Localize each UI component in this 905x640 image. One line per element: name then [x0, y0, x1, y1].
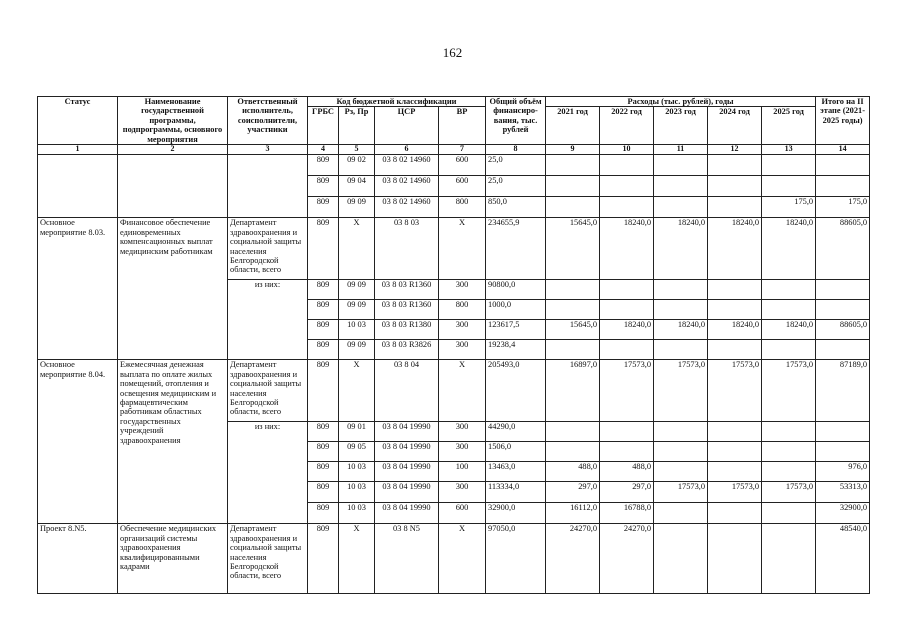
vr-cell: 300: [439, 422, 486, 442]
header-year-2021: 2021 год: [546, 107, 600, 145]
year-2024-cell: [708, 462, 762, 482]
year-2022-cell: [600, 197, 654, 218]
stage-total-cell: [816, 300, 870, 320]
csr-cell: 03 8 02 14960: [375, 197, 439, 218]
year-2024-cell: 18240,0: [708, 218, 762, 280]
of-them-label: из них:: [228, 280, 308, 360]
year-2025-cell: [762, 340, 816, 360]
year-2024-cell: [708, 155, 762, 176]
year-2023-cell: 18240,0: [654, 320, 708, 340]
column-number: 12: [708, 145, 762, 155]
column-number: 9: [546, 145, 600, 155]
header-grbs: ГРБС: [308, 107, 339, 145]
stage-total-cell: 53313,0: [816, 482, 870, 503]
grbs-cell: 809: [308, 197, 339, 218]
year-2025-cell: [762, 155, 816, 176]
total-cell: 1506,0: [486, 442, 546, 462]
year-2022-cell: [600, 422, 654, 442]
year-2025-cell: [762, 524, 816, 594]
year-2023-cell: [654, 300, 708, 320]
year-2023-cell: [654, 197, 708, 218]
column-number: 5: [339, 145, 375, 155]
stage-total-cell: [816, 176, 870, 197]
year-2022-cell: [600, 300, 654, 320]
total-cell: 850,0: [486, 197, 546, 218]
column-number: 11: [654, 145, 708, 155]
grbs-cell: 809: [308, 280, 339, 300]
year-2021-cell: 488,0: [546, 462, 600, 482]
status-cell: [38, 155, 118, 218]
grbs-cell: 809: [308, 422, 339, 442]
year-2024-cell: 17573,0: [708, 360, 762, 422]
vr-cell: 600: [439, 503, 486, 524]
grbs-cell: 809: [308, 503, 339, 524]
column-number-row: [38, 145, 870, 155]
responsible-cell: Департамент здравоохранения и социальной защиты населения Белгородской области, всего: [228, 524, 308, 594]
csr-cell: 03 8 02 14960: [375, 176, 439, 197]
stage-total-cell: [816, 155, 870, 176]
total-cell: 44290,0: [486, 422, 546, 442]
year-2023-cell: [654, 422, 708, 442]
year-2022-cell: 18240,0: [600, 218, 654, 280]
header-program: Наименование государственной программы, подпрограммы, основного мероприятия: [118, 97, 228, 145]
year-2022-cell: 24270,0: [600, 524, 654, 594]
year-2021-cell: [546, 280, 600, 300]
rzpr-cell: 09 04: [339, 176, 375, 197]
column-number: 6: [375, 145, 439, 155]
csr-cell: 03 8 04 19990: [375, 462, 439, 482]
csr-cell: 03 8 03 R1380: [375, 320, 439, 340]
rzpr-cell: 10 03: [339, 482, 375, 503]
stage-total-cell: [816, 340, 870, 360]
vr-cell: 100: [439, 462, 486, 482]
total-cell: 90800,0: [486, 280, 546, 300]
rzpr-cell: 09 09: [339, 300, 375, 320]
stage-total-cell: 48540,0: [816, 524, 870, 594]
header-year-2024: 2024 год: [708, 107, 762, 145]
column-number: 2: [118, 145, 228, 155]
vr-cell: 800: [439, 300, 486, 320]
vr-cell: 300: [439, 280, 486, 300]
year-2021-cell: [546, 155, 600, 176]
year-2023-cell: [654, 280, 708, 300]
rzpr-cell: 10 03: [339, 320, 375, 340]
year-2022-cell: [600, 442, 654, 462]
year-2024-cell: [708, 524, 762, 594]
rzpr-cell: 09 05: [339, 442, 375, 462]
stage-total-cell: [816, 422, 870, 442]
year-2021-cell: 16112,0: [546, 503, 600, 524]
vr-cell: 300: [439, 482, 486, 503]
year-2025-cell: 17573,0: [762, 360, 816, 422]
vr-cell: 300: [439, 320, 486, 340]
year-2025-cell: [762, 280, 816, 300]
year-2024-cell: [708, 197, 762, 218]
year-2023-cell: [654, 462, 708, 482]
year-2025-cell: 18240,0: [762, 218, 816, 280]
stage-total-cell: [816, 442, 870, 462]
year-2022-cell: 17573,0: [600, 360, 654, 422]
year-2024-cell: [708, 176, 762, 197]
program-cell: Финансовое обеспечение единовременных компенсационных выплат медицинским работникам: [118, 218, 228, 360]
vr-cell: Х: [439, 360, 486, 422]
year-2024-cell: [708, 422, 762, 442]
rzpr-cell: 10 03: [339, 503, 375, 524]
total-cell: 123617,5: [486, 320, 546, 340]
csr-cell: 03 8 02 14960: [375, 155, 439, 176]
year-2021-cell: [546, 176, 600, 197]
column-number: 1: [38, 145, 118, 155]
grbs-cell: 809: [308, 462, 339, 482]
stage-total-cell: 87189,0: [816, 360, 870, 422]
grbs-cell: 809: [308, 155, 339, 176]
year-2023-cell: 17573,0: [654, 482, 708, 503]
year-2022-cell: 16788,0: [600, 503, 654, 524]
year-2025-cell: [762, 503, 816, 524]
year-2023-cell: [654, 340, 708, 360]
status-cell: Проект 8.N5.: [38, 524, 118, 594]
header-responsible: Ответственный исполнитель, соисполнители, участники: [228, 97, 308, 145]
year-2024-cell: 17573,0: [708, 482, 762, 503]
rzpr-cell: 09 09: [339, 197, 375, 218]
year-2025-cell: 18240,0: [762, 320, 816, 340]
rzpr-cell: 09 02: [339, 155, 375, 176]
year-2024-cell: 18240,0: [708, 320, 762, 340]
header-year-2022: 2022 год: [600, 107, 654, 145]
table-row: [38, 218, 870, 280]
stage-total-cell: 32900,0: [816, 503, 870, 524]
status-cell: Основное мероприятие 8.03.: [38, 218, 118, 360]
budget-table: [37, 96, 870, 594]
vr-cell: Х: [439, 218, 486, 280]
year-2021-cell: [546, 300, 600, 320]
year-2022-cell: [600, 176, 654, 197]
total-cell: 13463,0: [486, 462, 546, 482]
year-2023-cell: [654, 442, 708, 462]
year-2021-cell: [546, 422, 600, 442]
year-2021-cell: [546, 340, 600, 360]
total-cell: 32900,0: [486, 503, 546, 524]
column-number: 7: [439, 145, 486, 155]
total-cell: 97050,0: [486, 524, 546, 594]
header-status: Статус: [38, 97, 118, 145]
csr-cell: 03 8 03: [375, 218, 439, 280]
year-2021-cell: [546, 197, 600, 218]
stage-total-cell: 88605,0: [816, 320, 870, 340]
header-vr: ВР: [439, 107, 486, 145]
header-year-2023: 2023 год: [654, 107, 708, 145]
total-cell: 19238,4: [486, 340, 546, 360]
column-number: 8: [486, 145, 546, 155]
year-2022-cell: [600, 280, 654, 300]
year-2023-cell: 17573,0: [654, 360, 708, 422]
rzpr-cell: 10 03: [339, 462, 375, 482]
csr-cell: 03 8 04 19990: [375, 482, 439, 503]
year-2022-cell: 488,0: [600, 462, 654, 482]
table-row: [38, 360, 870, 422]
year-2023-cell: [654, 524, 708, 594]
program-cell: Ежемесячная денежная выплата по оплате жилых помещений, отопления и освещения медицинским и фармацевтическим работникам областных государственных учреждений здравоохранения: [118, 360, 228, 524]
csr-cell: 03 8 04: [375, 360, 439, 422]
responsible-cell: Департамент здравоохранения и социальной защиты населения Белгородской области, всего: [228, 218, 308, 280]
grbs-cell: 809: [308, 524, 339, 594]
header-budget-code: Код бюджетной классификации: [308, 97, 486, 107]
stage-total-cell: 88605,0: [816, 218, 870, 280]
grbs-cell: 809: [308, 176, 339, 197]
column-number: 14: [816, 145, 870, 155]
csr-cell: 03 8 03 R3826: [375, 340, 439, 360]
total-cell: 205493,0: [486, 360, 546, 422]
csr-cell: 03 8 03 R1360: [375, 300, 439, 320]
column-number: 13: [762, 145, 816, 155]
table-row: [38, 524, 870, 594]
grbs-cell: 809: [308, 340, 339, 360]
grbs-cell: 809: [308, 300, 339, 320]
header-year-2025: 2025 год: [762, 107, 816, 145]
year-2023-cell: 18240,0: [654, 218, 708, 280]
year-2025-cell: 17573,0: [762, 482, 816, 503]
year-2021-cell: 15645,0: [546, 218, 600, 280]
year-2024-cell: [708, 300, 762, 320]
year-2021-cell: [546, 442, 600, 462]
year-2021-cell: 24270,0: [546, 524, 600, 594]
year-2024-cell: [708, 442, 762, 462]
total-cell: 1000,0: [486, 300, 546, 320]
vr-cell: 600: [439, 176, 486, 197]
rzpr-cell: Х: [339, 218, 375, 280]
year-2025-cell: [762, 422, 816, 442]
responsible-cell: [228, 155, 308, 218]
year-2025-cell: [762, 176, 816, 197]
header-expenses: Расходы (тыс. рублей), годы: [546, 97, 816, 107]
year-2022-cell: 18240,0: [600, 320, 654, 340]
stage-total-cell: 976,0: [816, 462, 870, 482]
grbs-cell: 809: [308, 218, 339, 280]
year-2021-cell: 15645,0: [546, 320, 600, 340]
column-number: 3: [228, 145, 308, 155]
rzpr-cell: 09 01: [339, 422, 375, 442]
total-cell: 234655,9: [486, 218, 546, 280]
year-2024-cell: [708, 503, 762, 524]
csr-cell: 03 8 04 19990: [375, 422, 439, 442]
total-cell: 113334,0: [486, 482, 546, 503]
year-2025-cell: [762, 462, 816, 482]
grbs-cell: 809: [308, 442, 339, 462]
column-number: 4: [308, 145, 339, 155]
year-2023-cell: [654, 503, 708, 524]
vr-cell: Х: [439, 524, 486, 594]
header-rzpr: Рз, Пр: [339, 107, 375, 145]
column-number: 10: [600, 145, 654, 155]
program-cell: Обеспечение медицинских организаций системы здравоохранения квалифицированными кадрами: [118, 524, 228, 594]
csr-cell: 03 8 04 19990: [375, 503, 439, 524]
rzpr-cell: Х: [339, 360, 375, 422]
year-2024-cell: [708, 340, 762, 360]
grbs-cell: 809: [308, 320, 339, 340]
stage-total-cell: [816, 280, 870, 300]
year-2025-cell: [762, 300, 816, 320]
grbs-cell: 809: [308, 482, 339, 503]
of-them-label: из них:: [228, 422, 308, 524]
rzpr-cell: Х: [339, 524, 375, 594]
csr-cell: 03 8 03 R1360: [375, 280, 439, 300]
vr-cell: 300: [439, 442, 486, 462]
responsible-cell: Департамент здравоохранения и социальной защиты населения Белгородской области, всего: [228, 360, 308, 422]
rzpr-cell: 09 09: [339, 280, 375, 300]
year-2021-cell: 16897,0: [546, 360, 600, 422]
csr-cell: 03 8 N5: [375, 524, 439, 594]
total-cell: 25,0: [486, 176, 546, 197]
year-2022-cell: 297,0: [600, 482, 654, 503]
year-2022-cell: [600, 340, 654, 360]
vr-cell: 300: [439, 340, 486, 360]
program-cell: [118, 155, 228, 218]
csr-cell: 03 8 04 19990: [375, 442, 439, 462]
total-cell: 25,0: [486, 155, 546, 176]
vr-cell: 800: [439, 197, 486, 218]
table-row: [38, 155, 870, 176]
status-cell: Основное мероприятие 8.04.: [38, 360, 118, 524]
vr-cell: 600: [439, 155, 486, 176]
year-2024-cell: [708, 280, 762, 300]
year-2025-cell: [762, 442, 816, 462]
year-2022-cell: [600, 155, 654, 176]
stage-total-cell: 175,0: [816, 197, 870, 218]
year-2025-cell: 175,0: [762, 197, 816, 218]
header-stage-total: Итого на II этапе (2021-2025 годы): [816, 97, 870, 145]
grbs-cell: 809: [308, 360, 339, 422]
header-total-volume: Общий объём финансиро-вания, тыс. рублей: [486, 97, 546, 145]
page-number: 162: [442, 45, 463, 60]
year-2023-cell: [654, 155, 708, 176]
header-csr: ЦСР: [375, 107, 439, 145]
rzpr-cell: 09 09: [339, 340, 375, 360]
year-2021-cell: 297,0: [546, 482, 600, 503]
year-2023-cell: [654, 176, 708, 197]
